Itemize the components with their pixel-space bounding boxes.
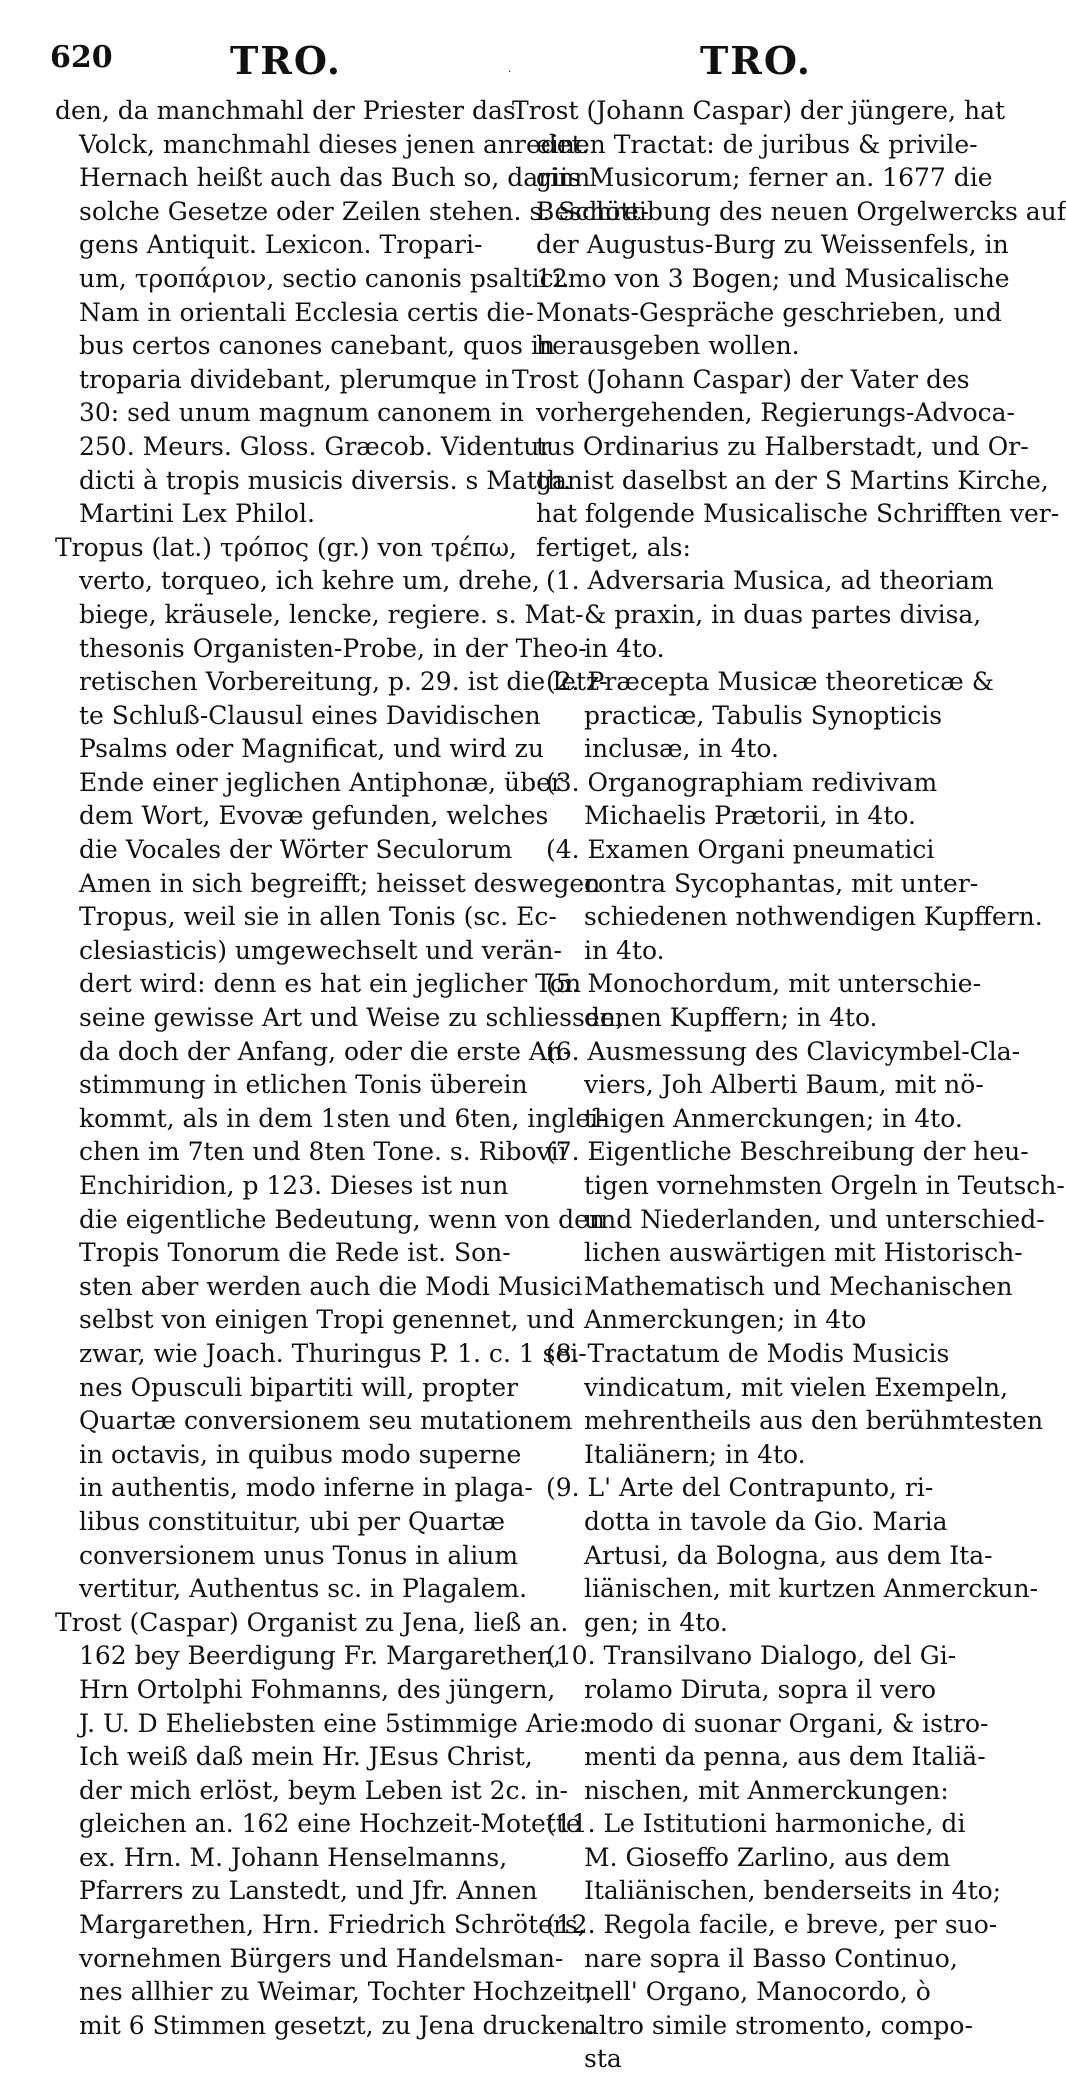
text-line: um, τροπάριον, sectio canonis psaltici.: [79, 263, 570, 293]
text-line: in authentis, modo inferne in plaga-: [79, 1473, 533, 1503]
text-line: und Niederlanden, und unterschied-: [584, 1204, 1045, 1234]
text-line: vorhergehenden, Regierungs-Advoca-: [536, 398, 1015, 428]
text-line: fertiget, als:: [536, 532, 691, 562]
text-line: menti da penna, aus dem Italiä-: [584, 1742, 986, 1772]
text-line: stimmung in etlichen Tonis überein: [79, 1070, 528, 1100]
text-line: (4. Examen Organi pneumatici: [546, 835, 935, 865]
text-line: solche Gesetze oder Zeilen stehen. s. Schött-: [79, 196, 649, 226]
text-line: Volck, manchmahl dieses jenen anredet.: [79, 129, 590, 159]
text-line: Artusi, da Bologna, aus dem Ita-: [584, 1540, 993, 1570]
text-line: Anmerckungen; in 4to: [584, 1305, 867, 1335]
text-line: inclusæ, in 4to.: [584, 734, 779, 764]
text-line: conversionem unus Tonus in alium: [79, 1540, 519, 1570]
text-line: die eigentliche Bedeutung, wenn von den: [79, 1204, 605, 1234]
work-item: [512, 833, 1043, 967]
text-line: vornehmen Bürgers und Handelsman-: [79, 1943, 564, 1973]
page-number: 620: [50, 40, 113, 75]
text-line: dert wird: denn es hat ein jeglicher Ton: [79, 969, 582, 999]
right-column-entries: [512, 94, 1066, 564]
text-line: J. U. D Eheliebsten eine 5stimmige Arie:: [79, 1708, 588, 1738]
text-line: Trost (Johann Caspar) der Vater des: [512, 364, 970, 394]
text-line: Tropis Tonorum die Rede ist. Son-: [79, 1238, 511, 1268]
text-line: nell' Organo, Manocordo, ò: [584, 1977, 931, 2007]
text-line: giis Musicorum; ferner an. 1677 die: [536, 163, 993, 193]
work-item: [512, 1908, 998, 2076]
text-line: chen im 7ten und 8ten Tone. s. Ribovii: [79, 1137, 567, 1167]
text-line: kommt, als in dem 1sten und 6ten, inglei-: [79, 1103, 607, 1133]
text-line: (7. Eigentliche Beschreibung der heu-: [546, 1137, 1029, 1167]
text-line: gleichen an. 162 eine Hochzeit-Motette: [79, 1809, 581, 1839]
text-line: der mich erlöst, beym Leben ist 2c. in-: [79, 1775, 568, 1805]
running-head-left: TRO.: [230, 38, 342, 83]
work-item: [512, 1471, 1039, 1639]
text-line: Italiänern; in 4to.: [584, 1439, 806, 1469]
text-line: & praxin, in duas partes divisa,: [584, 599, 982, 629]
work-item: [512, 1035, 1021, 1136]
text-line: mit 6 Stimmen gesetzt, zu Jena drucken.: [79, 2010, 595, 2040]
trost-works-list: [512, 564, 1065, 2076]
text-line: Quartæ conversionem seu mutationem: [79, 1406, 573, 1436]
text-line: verto, torqueo, ich kehre um, drehe,: [79, 566, 540, 596]
text-line: thigen Anmerckungen; in 4to.: [584, 1103, 963, 1133]
text-line: bus certos canones canebant, quos in: [79, 331, 556, 361]
text-line: ex. Hrn. M. Johann Henselmanns,: [79, 1842, 508, 1872]
text-line: Italiänischen, benderseits in 4to;: [584, 1876, 1002, 1906]
work-item: [512, 1337, 1044, 1471]
text-line: Monats-Gespräche geschrieben, und: [536, 297, 1002, 327]
work-item: [512, 1807, 1002, 1908]
text-line: denen Kupffern; in 4to.: [584, 1003, 878, 1033]
text-line: in 4to.: [584, 633, 665, 663]
text-line: sten aber werden auch die Modi Musici: [79, 1271, 583, 1301]
text-line: Hrn Ortolphi Fohmanns, des jüngern,: [79, 1674, 556, 1704]
text-line: contra Sycophantas, mit unter-: [584, 868, 979, 898]
text-line: einen Tractat: de juribus & privile-: [536, 129, 978, 159]
text-line: (2. Præcepta Musicæ theoreticæ &: [546, 667, 994, 697]
text-line: mehrentheils aus den berühmtesten: [584, 1406, 1044, 1436]
text-line: (3. Organographiam redivivam: [546, 767, 938, 797]
text-line: 12mo von 3 Bogen; und Musicalische: [536, 263, 1010, 293]
text-line: Psalms oder Magnificat, und wird zu: [79, 734, 544, 764]
text-line: altro simile stromento, compo-: [584, 2010, 973, 2040]
work-item: [512, 665, 994, 766]
work-item: [512, 766, 952, 833]
work-item: [512, 967, 982, 1034]
text-line: Ende einer jeglichen Antiphonæ, über: [79, 767, 563, 797]
text-line: Michaelis Prætorii, in 4to.: [584, 801, 916, 831]
text-line: Pfarrers zu Lanstedt, und Jfr. Annen: [79, 1876, 538, 1906]
text-line: nare sopra il Basso Continuo,: [584, 1943, 958, 1973]
text-line: Beschreibung des neuen Orgelwercks auf: [536, 196, 1066, 226]
text-line: (8. Tractatum de Modis Musicis: [546, 1338, 950, 1368]
text-line: Trost (Caspar) Organist zu Jena, ließ an.: [55, 1607, 569, 1637]
text-line: (6. Ausmessung des Clavicymbel-Cla-: [546, 1036, 1021, 1066]
text-line: den, da manchmahl der Priester das: [55, 96, 516, 125]
text-line: 30: sed unum magnum canonem in: [79, 398, 524, 428]
text-line: Trost (Johann Caspar) der jüngere, hat: [512, 96, 1006, 125]
text-line: clesiasticis) umgewechselt und verän-: [79, 935, 562, 965]
text-line: (5. Monochordum, mit unterschie-: [546, 969, 982, 999]
text-line: Martini Lex Philol.: [79, 499, 315, 529]
text-line: rolamo Diruta, sopra il vero: [584, 1674, 937, 1704]
text-line: dotta in tavole da Gio. Maria: [584, 1506, 948, 1536]
text-line: retischen Vorbereitung, p. 29. ist die letz-: [79, 667, 608, 697]
text-line: (10. Transilvano Dialogo, del Gi-: [546, 1641, 957, 1671]
text-line: Tropus (lat.) τρόπος (gr.) von τρέπω,: [55, 532, 517, 562]
text-line: sta: [584, 2044, 622, 2074]
text-line: gen; in 4to.: [584, 1607, 728, 1637]
text-line: vertitur, Authentus sc. in Plagalem.: [79, 1574, 528, 1604]
text-line: nes allhier zu Weimar, Tochter Hochzeit,: [79, 1977, 594, 2007]
text-line: troparia dividebant, plerumque in: [79, 364, 510, 394]
work-item: [512, 1135, 1065, 1337]
text-line: Margarethen, Hrn. Friedrich Schröters,: [79, 1910, 586, 1940]
text-line: tus Ordinarius zu Halberstadt, und Or-: [536, 431, 1029, 461]
text-line: Ich weiß daß mein Hr. JEsus Christ,: [79, 1742, 533, 1772]
text-line: (1. Adversaria Musica, ad theoriam: [546, 566, 994, 596]
text-line: modo di suonar Organi, & istro-: [584, 1708, 989, 1738]
text-line: M. Gioseffo Zarlino, aus dem: [584, 1842, 951, 1872]
text-line: seine gewisse Art und Weise zu schliessen,: [79, 1003, 624, 1033]
page-header: [50, 40, 950, 90]
text-line: hat folgende Musicalische Schrifften ver-: [536, 499, 1060, 529]
text-line: Mathematisch und Mechanischen: [584, 1271, 1013, 1301]
text-line: libus constituitur, ubi per Quartæ: [79, 1506, 506, 1536]
text-line: Enchiridion, p 123. Dieses ist nun: [79, 1171, 509, 1200]
text-line: in octavis, in quibus modo superne: [79, 1439, 522, 1469]
text-line: vindicatum, mit vielen Exempeln,: [584, 1372, 1009, 1402]
text-line: tigen vornehmsten Orgeln in Teutsch-: [584, 1171, 1065, 1200]
text-line: lichen auswärtigen mit Historisch-: [584, 1238, 1023, 1268]
text-line: practicæ, Tabulis Synopticis: [584, 700, 943, 730]
text-line: ganist daselbst an der S Martins Kirche,: [536, 465, 1049, 495]
text-line: (11. Le Istitutioni harmoniche, di: [546, 1809, 966, 1839]
text-line: te Schluß-Clausul eines Davidischen: [79, 700, 541, 730]
text-line: die Vocales der Wörter Seculorum: [79, 835, 513, 865]
text-line: da doch der Anfang, oder die erste An-: [79, 1036, 572, 1066]
text-line: Nam in orientali Ecclesia certis die-: [79, 297, 534, 327]
text-line: (9. L' Arte del Contrapunto, ri-: [546, 1473, 934, 1503]
running-head-right: TRO.: [700, 38, 812, 83]
text-line: Amen in sich begreifft; heisset deswegen: [79, 868, 601, 898]
text-line: Tropus, weil sie in allen Tonis (sc. Ec-: [79, 902, 557, 932]
text-line: gens Antiquit. Lexicon. Tropari-: [79, 230, 483, 260]
text-line: der Augustus-Burg zu Weissenfels, in: [536, 230, 1009, 260]
text-line: dicti à tropis musicis diversis. s Matth.: [79, 465, 571, 495]
text-line: (12. Regola facile, e breve, per suo-: [546, 1910, 998, 1940]
text-line: nischen, mit Anmerckungen:: [584, 1775, 949, 1805]
text-line: in 4to.: [584, 935, 665, 965]
text-line: schiedenen nothwendigen Kupffern.: [584, 902, 1043, 932]
text-line: biege, kräusele, lencke, regiere. s. Mat-: [79, 599, 584, 629]
text-line: thesonis Organisten-Probe, in der Theo-: [79, 633, 587, 663]
text-line: liänischen, mit kurtzen Anmerckun-: [584, 1574, 1039, 1604]
text-line: herausgeben wollen.: [536, 331, 800, 361]
text-line: nes Opusculi bipartiti will, propter: [79, 1372, 519, 1402]
text-line: 162 bey Beerdigung Fr. Margarethen,: [79, 1641, 562, 1671]
work-item: [512, 564, 994, 665]
text-line: selbst von einigen Tropi genennet, und: [79, 1305, 575, 1335]
work-item: [512, 1639, 989, 1807]
right-column: [512, 94, 1066, 2076]
text-line: Hernach heißt auch das Buch so, darinn: [79, 163, 591, 193]
text-line: zwar, wie Joach. Thuringus P. 1. c. 1 sei-: [79, 1338, 587, 1368]
text-line: dem Wort, Evovæ gefunden, welches: [79, 801, 549, 831]
header-mark: .: [508, 64, 512, 75]
text-line: viers, Joh Alberti Baum, mit nö-: [584, 1070, 984, 1100]
text-line: 250. Meurs. Gloss. Græcob. Videntur: [79, 431, 552, 461]
